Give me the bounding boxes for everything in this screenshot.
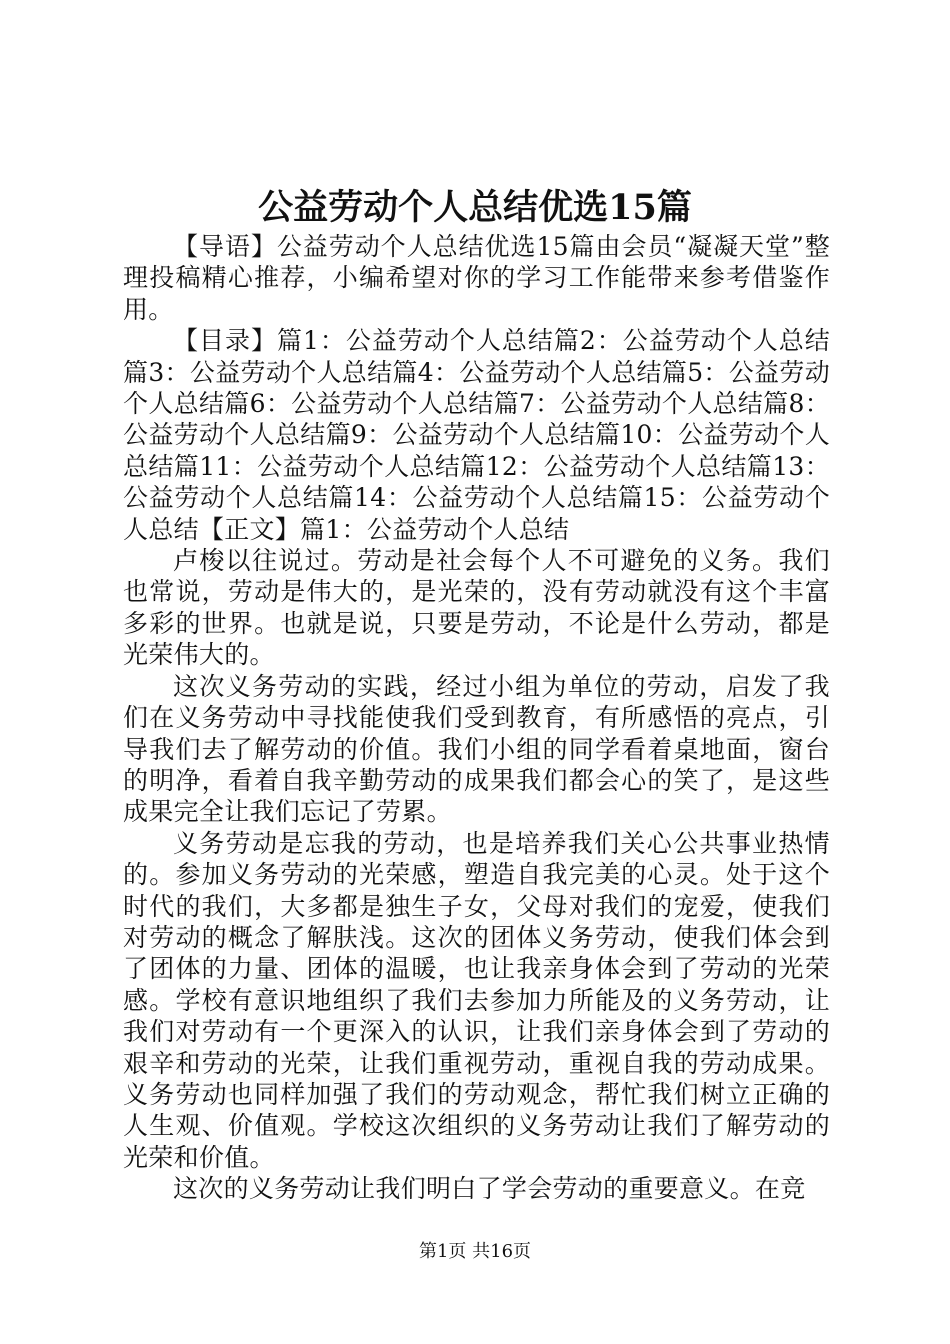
paragraph-contents: 【目录】篇1：公益劳动个人总结篇2：公益劳动个人总结篇3：公益劳动个人总结篇4：公益劳动个人总结篇5：公益劳动个人总结篇6：公益劳动个人总结篇7：公益劳动个人总结篇8：公益劳动个人总结篇9：公益劳动个人总结篇10：公益劳动个人总结篇11：公益劳动个人总结篇12：公益劳动个人总结篇13：公益劳动个人总结篇14：公益劳动个人总结篇15：公益劳动个人总结【正文】篇1：公益劳动个人总结 — [123, 326, 830, 544]
paragraph-body-2: 这次义务劳动的实践，经过小组为单位的劳动，启发了我们在义务劳动中寻找能使我们受到教育，有所感悟的亮点，引导我们去了解劳动的价值。我们小组的同学看着桌地面，窗台的明净，看着自我辛勤劳动的成果我们都会心的笑了，是这些成果完全让我们忘记了劳累。 — [123, 671, 830, 827]
page-number-footer: 第1页 共16页 — [418, 1241, 532, 1262]
document-body — [123, 231, 830, 1205]
paragraph-body-3: 义务劳动是忘我的劳动，也是培养我们关心公共事业热情的。参加义务劳动的光荣感，塑造自我完美的心灵。处于这个时代的我们，大多都是独生子女，父母对我们的宠爱，使我们对劳动的概念了解肤浅。这次的团体义务劳动，使我们体会到了团体的力量、团体的温暖，也让我亲身体会到了劳动的光荣感。学校有意识地组织了我们去参加力所能及的义务劳动，让我们对劳动有一个更深入的认识，让我们亲身体会到了劳动的艰辛和劳动的光荣，让我们重视劳动，重视自我的劳动成果。义务劳动也同样加强了我们的劳动观念，帮忙我们树立正确的人生观、价值观。学校这次组织的义务劳动让我们了解劳动的光荣和价值。 — [123, 828, 830, 1172]
paragraph-intro: 【导语】公益劳动个人总结优选15篇由会员“凝凝天堂”整理投稿精心推荐，小编希望对你的学习工作能带来参考借鉴作用。 — [123, 232, 830, 324]
paragraph-body-1: 卢梭以往说过。劳动是社会每个人不可避免的义务。我们也常说，劳动是伟大的，是光荣的，没有劳动就没有这个丰富多彩的世界。也就是说，只要是劳动，不论是什么劳动，都是光荣伟大的。 — [123, 546, 830, 670]
document-title: 公益劳动个人总结优选15篇 — [258, 187, 692, 228]
paragraph-body-4: 这次的义务劳动让我们明白了学会劳动的重要意义。在竞 — [173, 1174, 806, 1204]
